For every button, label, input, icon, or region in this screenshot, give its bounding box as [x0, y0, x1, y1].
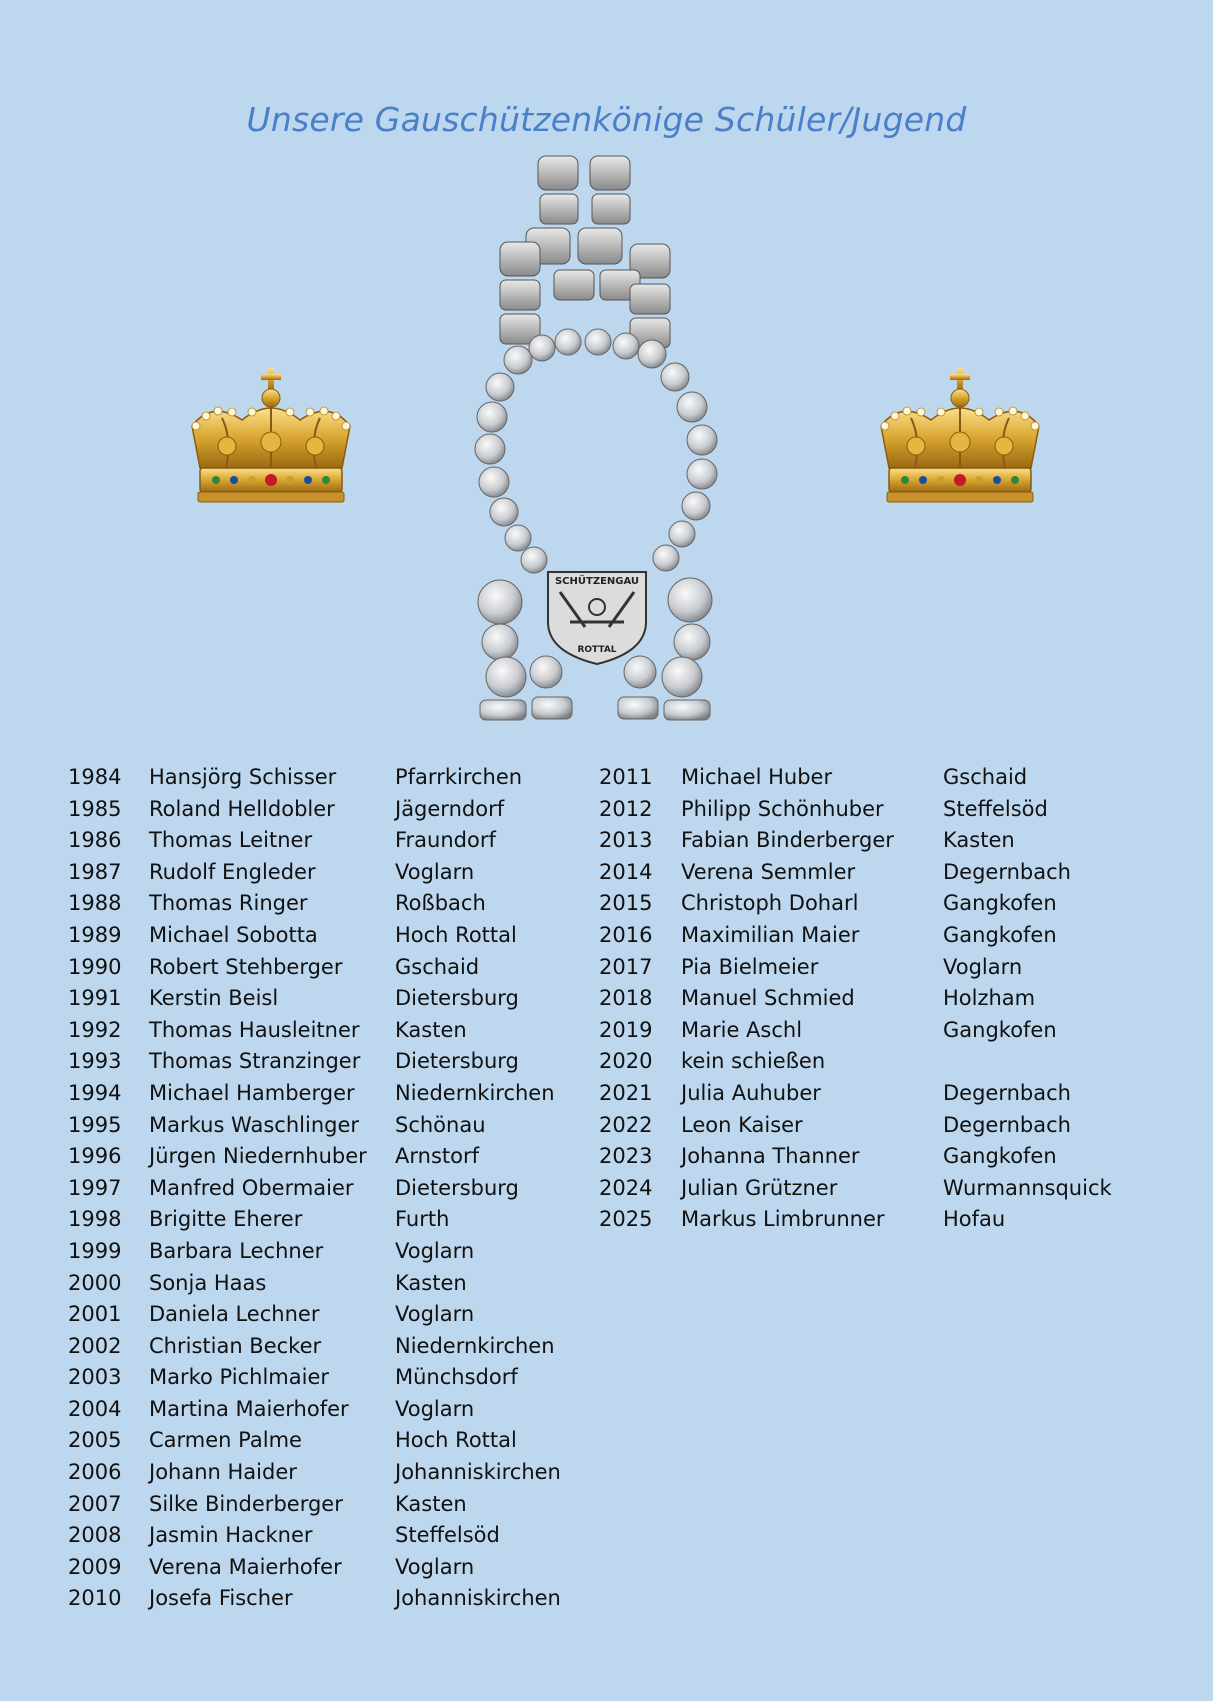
king-name: Julian Grützner	[681, 1175, 838, 1200]
king-name: Markus Waschlinger	[149, 1112, 360, 1137]
king-name: Sonja Haas	[149, 1270, 267, 1295]
club-place: Hoch Rottal	[395, 922, 517, 947]
year: 2021	[599, 1080, 653, 1105]
king-name: Leon Kaiser	[681, 1112, 803, 1137]
club-place: Steffelsöd	[943, 796, 1048, 821]
year: 1997	[68, 1175, 122, 1200]
club-place: Degernbach	[943, 1080, 1071, 1105]
club-place: Degernbach	[943, 859, 1071, 884]
club-place: Johanniskirchen	[395, 1586, 561, 1611]
year: 1993	[68, 1049, 122, 1074]
king-name: Silke Binderberger	[149, 1491, 343, 1516]
king-name: Julia Auhuber	[681, 1080, 821, 1105]
year: 2008	[68, 1523, 122, 1548]
year: 2013	[599, 828, 653, 853]
club-place: Gangkofen	[943, 1144, 1057, 1169]
year: 2024	[599, 1175, 653, 1200]
king-name: Marie Aschl	[681, 1017, 803, 1042]
king-name: Johanna Thanner	[681, 1144, 860, 1169]
club-place: Degernbach	[943, 1112, 1071, 1137]
king-name: Verena Semmler	[681, 859, 856, 884]
king-name: Verena Maierhofer	[149, 1554, 342, 1579]
year: 2009	[68, 1554, 122, 1579]
royal-chain-icon	[470, 152, 780, 727]
king-name: Roland Helldobler	[149, 796, 335, 821]
king-name: Manfred Obermaier	[149, 1175, 354, 1200]
year: 2025	[599, 1207, 653, 1232]
club-place: Gangkofen	[943, 1017, 1057, 1042]
king-name: Kerstin Beisl	[149, 986, 279, 1011]
king-name: Michael Huber	[681, 765, 833, 789]
year: 2016	[599, 922, 653, 947]
club-place: Voglarn	[395, 1238, 475, 1263]
club-place: Gangkofen	[943, 922, 1057, 947]
year: 2015	[599, 891, 653, 916]
club-place: Gschaid	[943, 765, 1028, 789]
king-name: Pia Bielmeier	[681, 954, 819, 979]
club-place: Gschaid	[395, 954, 480, 979]
year: 1989	[68, 922, 122, 947]
king-name: Christian Becker	[149, 1333, 322, 1358]
emblem-bottom-text: ROTTAL	[577, 645, 617, 655]
club-place: Roßbach	[395, 891, 486, 916]
club-place: Schönau	[395, 1112, 486, 1137]
year: 1994	[68, 1080, 122, 1105]
club-place: Dietersburg	[395, 986, 519, 1011]
king-name: Josefa Fischer	[149, 1586, 293, 1611]
year: 1984	[68, 765, 122, 789]
king-name: Christoph Doharl	[681, 891, 859, 916]
year: 2014	[599, 859, 653, 884]
year: 2018	[599, 986, 653, 1011]
club-place: Dietersburg	[395, 1175, 519, 1200]
king-name: Marko Pichlmaier	[149, 1365, 329, 1390]
king-name: Michael Hamberger	[149, 1080, 355, 1105]
king-name: Manuel Schmied	[681, 986, 855, 1011]
king-name: Robert Stehberger	[149, 954, 343, 979]
king-name: Michael Sobotta	[149, 922, 318, 947]
club-place: Voglarn	[943, 954, 1023, 979]
club-place: Niedernkirchen	[395, 1080, 555, 1105]
club-place: Pfarrkirchen	[395, 765, 523, 789]
crown-icon	[182, 368, 360, 510]
club-place: Arnstorf	[395, 1144, 479, 1169]
king-name: Thomas Stranzinger	[149, 1049, 361, 1074]
year: 2012	[599, 796, 653, 821]
club-place: Münchsdorf	[395, 1365, 518, 1390]
king-name: kein schießen	[681, 1049, 826, 1074]
year: 2007	[68, 1491, 122, 1516]
king-name: Thomas Ringer	[149, 891, 308, 916]
year: 1987	[68, 859, 122, 884]
club-place: Voglarn	[395, 1396, 475, 1421]
page-title: Unsere Gauschützenkönige Schüler/Jugend	[246, 100, 967, 139]
emblem-top-text: SCHÜTZENGAU	[554, 576, 640, 587]
year: 2000	[68, 1270, 122, 1295]
club-place: Hoch Rottal	[395, 1428, 517, 1453]
year: 2005	[68, 1428, 122, 1453]
king-name: Rudolf Engleder	[149, 859, 316, 884]
club-place: Voglarn	[395, 1302, 475, 1327]
club-place: Kasten	[395, 1491, 467, 1516]
king-name: Thomas Hausleitner	[149, 1017, 360, 1042]
club-place: Jägerndorf	[395, 796, 505, 821]
king-name: Maximilian Maier	[681, 922, 860, 947]
year: 1996	[68, 1144, 122, 1169]
club-place: Kasten	[395, 1017, 467, 1042]
club-place: Voglarn	[395, 859, 475, 884]
year: 2020	[599, 1049, 653, 1074]
club-place: Dietersburg	[395, 1049, 519, 1074]
crown-icon	[871, 368, 1049, 510]
club-place: Holzham	[943, 986, 1036, 1011]
year: 1995	[68, 1112, 122, 1137]
club-place: Fraundorf	[395, 828, 496, 853]
club-place: Kasten	[943, 828, 1015, 853]
king-name: Carmen Palme	[149, 1428, 302, 1453]
king-name: Hansjörg Schisser	[149, 765, 337, 789]
year: 1991	[68, 986, 122, 1011]
year: 2004	[68, 1396, 122, 1421]
club-place: Furth	[395, 1207, 450, 1232]
club-place: Johanniskirchen	[395, 1460, 561, 1485]
king-name: Thomas Leitner	[149, 828, 313, 853]
club-place: Gangkofen	[943, 891, 1057, 916]
club-place: Niedernkirchen	[395, 1333, 555, 1358]
year: 2011	[599, 765, 653, 789]
year: 1988	[68, 891, 122, 916]
club-place: Wurmannsquick	[943, 1175, 1112, 1200]
year: 2010	[68, 1586, 122, 1611]
club-place: Kasten	[395, 1270, 467, 1295]
year: 2003	[68, 1365, 122, 1390]
club-place: Steffelsöd	[395, 1523, 500, 1548]
year: 1985	[68, 796, 122, 821]
year: 1999	[68, 1238, 122, 1263]
year: 2002	[68, 1333, 122, 1358]
club-place: Hofau	[943, 1207, 1006, 1232]
club-place: Voglarn	[395, 1554, 475, 1579]
king-name: Johann Haider	[149, 1460, 297, 1485]
year: 1992	[68, 1017, 122, 1042]
year: 2006	[68, 1460, 122, 1485]
year: 2001	[68, 1302, 122, 1327]
king-name: Fabian Binderberger	[681, 828, 894, 853]
year: 2022	[599, 1112, 653, 1137]
year: 2019	[599, 1017, 653, 1042]
king-name: Jasmin Hackner	[149, 1523, 313, 1548]
year: 2023	[599, 1144, 653, 1169]
king-name: Philipp Schönhuber	[681, 796, 884, 821]
king-name: Jürgen Niedernhuber	[149, 1144, 367, 1169]
year: 2017	[599, 954, 653, 979]
king-name: Markus Limbrunner	[681, 1207, 885, 1232]
year: 1998	[68, 1207, 122, 1232]
king-name: Daniela Lechner	[149, 1302, 320, 1327]
king-name: Barbara Lechner	[149, 1238, 324, 1263]
year: 1986	[68, 828, 122, 853]
king-name: Martina Maierhofer	[149, 1396, 349, 1421]
king-name: Brigitte Eherer	[149, 1207, 303, 1232]
year: 1990	[68, 954, 122, 979]
